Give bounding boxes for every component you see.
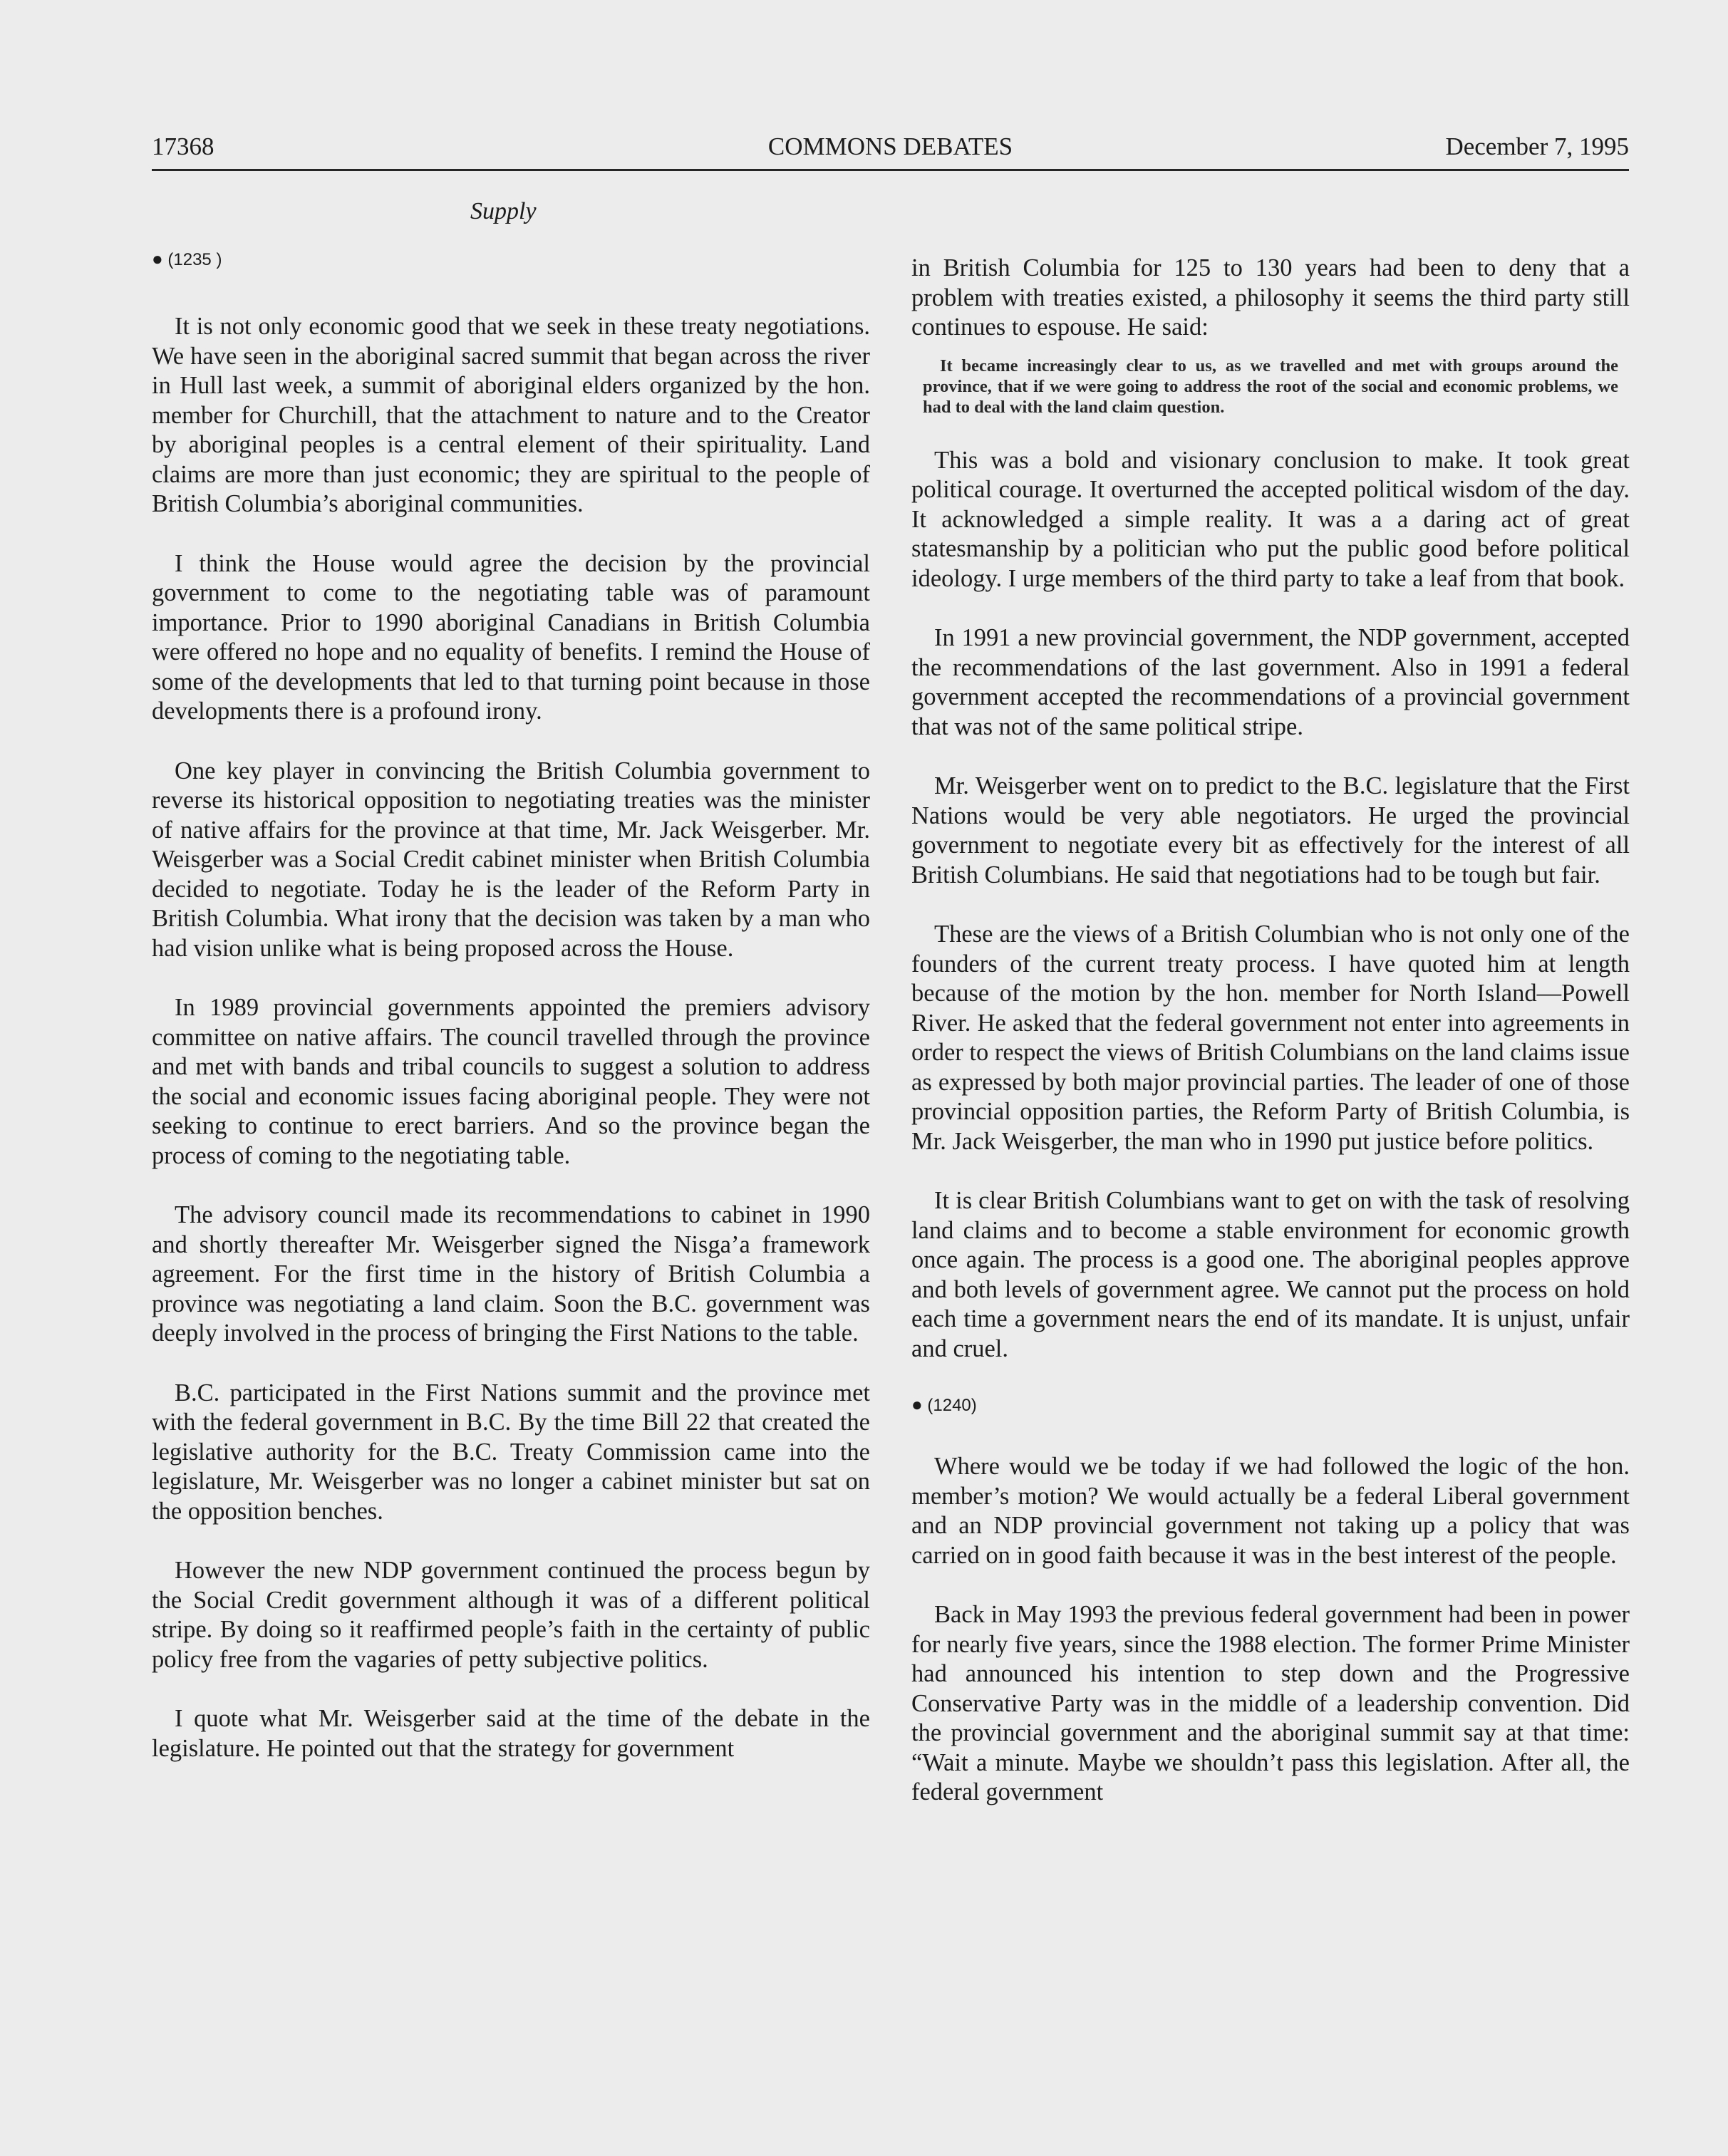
paragraph: It is clear British Columbians want to get on with the task of resolving land claims and to become a stable environment for economic growth once again. The process is a good one. The aboriginal peoples approve and both levels of government agree. We cannot put the process on hold each time a government nears the end of its mandate. It is unjust, unfair and cruel. bbox=[911, 1187, 1630, 1362]
publication-title: COMMONS DEBATES bbox=[767, 133, 1013, 160]
left-column bbox=[152, 248, 870, 1793]
paragraph: In 1989 provincial governments appointed the premiers advisory committee on native affairs. The council travelled through the province and met with bands and tribal councils to suggest a solution to address the social and economic issues facing aboriginal people. They were not seeking to continue to erect barriers. And so the province began the process of coming to the negotiating table. bbox=[152, 994, 870, 1169]
section-label: Supply bbox=[470, 198, 537, 224]
paragraph: Back in May 1993 the previous federal government had been in power for nearly five years, since the 1988 election. The former Prime Minister had announced his intention to step down and the Progressive Conservative Party was in the middle of a leadership convention. Did the provincial government and the aboriginal summit say at that time: “Wait a minute. Maybe we shouldn’t pass this legislation. After all, the federal government bbox=[911, 1601, 1630, 1805]
publication-date: December 7, 1995 bbox=[1445, 133, 1629, 160]
paragraph: I quote what Mr. Weisgerber said at the time of the debate in the legislature. He pointed out that the strategy for government bbox=[152, 1705, 870, 1762]
bullet-icon: ● bbox=[911, 1394, 923, 1415]
paragraph: B.C. participated in the First Nations summit and the province met with the federal government in B.C. By the time Bill 22 that created the legislative authority for the B.C. Treaty Commission came into the legislature, Mr. Weisgerber was no longer a cabinet minister but sat on the opposition benches. bbox=[152, 1379, 870, 1525]
paragraph-continuation: in British Columbia for 125 to 130 years had been to deny that a problem with treaties existed, a philosophy it seems the third party still continues to espouse. He said: bbox=[911, 254, 1630, 341]
paragraph: These are the views of a British Columbian who is not only one of the founders of the current treaty process. I have quoted him at length because of the motion by the hon. member for North Island—Powell River. He asked that the federal government not enter into agreements in order to respect the views of British Columbians on the land claims issue as expressed by both major provincial parties. The leader of one of those provincial opposition parties, the Reform Party of British Columbia, is Mr. Jack Weisgerber, the man who in 1990 put justice before politics. bbox=[911, 921, 1630, 1155]
time-marker-label: (1240) bbox=[927, 1396, 977, 1415]
paragraph: However the new NDP government continued the process begun by the Social Credit government although it was of a different political stripe. By doing so it reaffirmed people’s faith in the certainty of public policy free from the vagaries of petty subjective politics. bbox=[152, 1557, 870, 1673]
paragraph: I think the House would agree the decision by the provincial government to come to the negotiating table was of paramount importance. Prior to 1990 aboriginal Canadians in British Columbia were offered no hope and no equality of benefits. I remind the House of some of the developments that led to that turning point because in those developments there is a profound irony. bbox=[152, 549, 870, 725]
time-marker-label: (1235 ) bbox=[167, 250, 222, 269]
paragraph: One key player in convincing the British Columbia government to reverse its historical opposition to negotiating treaties was the minister of native affairs for the province at that time, Mr. Jack Weisgerber. Mr. Weisgerber was a Social Credit cabinet minister when British Columbia decided to negotiate. Today he is the leader of the Reform Party in British Columbia. What irony that the decision was taken by a man who had vision unlike what is being proposed across the House. bbox=[152, 757, 870, 962]
block-quote: It became increasingly clear to us, as we travelled and met with groups around the province, that if we were going to address the root of the social and economic problems, we had to deal with the land claim question. bbox=[923, 356, 1618, 417]
page-number: 17368 bbox=[152, 133, 214, 160]
paragraph: Mr. Weisgerber went on to predict to the B.C. legislature that the First Nations would be very able negotiators. He urged the provincial government to negotiate every bit as effectively for the interest of all British Columbians. He said that negotiations had to be tough but fair. bbox=[911, 772, 1630, 888]
paragraph: This was a bold and visionary conclusion to make. It took great political courage. It overturned the accepted political wisdom of the day. It acknowledged a simple reality. It was a a daring act of great statesmanship by a politician who put the public good before political ideology. I urge members of the third party to take a leaf from that book. bbox=[911, 446, 1630, 592]
header-divider bbox=[152, 169, 1629, 171]
right-column bbox=[911, 254, 1630, 1838]
paragraph: Where would we be today if we had followed the logic of the hon. member’s motion? We would actually be a federal Liberal government and an NDP provincial government not taking up a policy that was carried on in good faith because it was in the best interest of the people. bbox=[911, 1453, 1630, 1569]
paragraph: It is not only economic good that we seek in these treaty negotiations. We have seen in the aboriginal sacred summit that began across the river in Hull last week, a summit of aboriginal elders organized by the hon. member for Churchill, that the attachment to nature and to the Creator by aboriginal peoples is a central element of their spirituality. Land claims are more than just economic; they are spiritual to the people of British Columbia’s aboriginal communities. bbox=[152, 313, 870, 517]
time-marker bbox=[152, 248, 870, 271]
time-marker bbox=[911, 1394, 1630, 1416]
paragraph: The advisory council made its recommendations to cabinet in 1990 and shortly thereafter Mr. Weisgerber signed the Nisga’a framework agreement. For the first time in the history of British Columbia a province was negotiating a land claim. Soon the B.C. government was deeply involved in the process of bringing the First Nations to the table. bbox=[152, 1201, 870, 1347]
page-header bbox=[152, 125, 1629, 168]
bullet-icon: ● bbox=[152, 248, 163, 269]
paragraph: In 1991 a new provincial government, the NDP government, accepted the recommendations of the last government. Also in 1991 a federal government accepted the recommendations of a provincial government that was not of the same political stripe. bbox=[911, 624, 1630, 740]
